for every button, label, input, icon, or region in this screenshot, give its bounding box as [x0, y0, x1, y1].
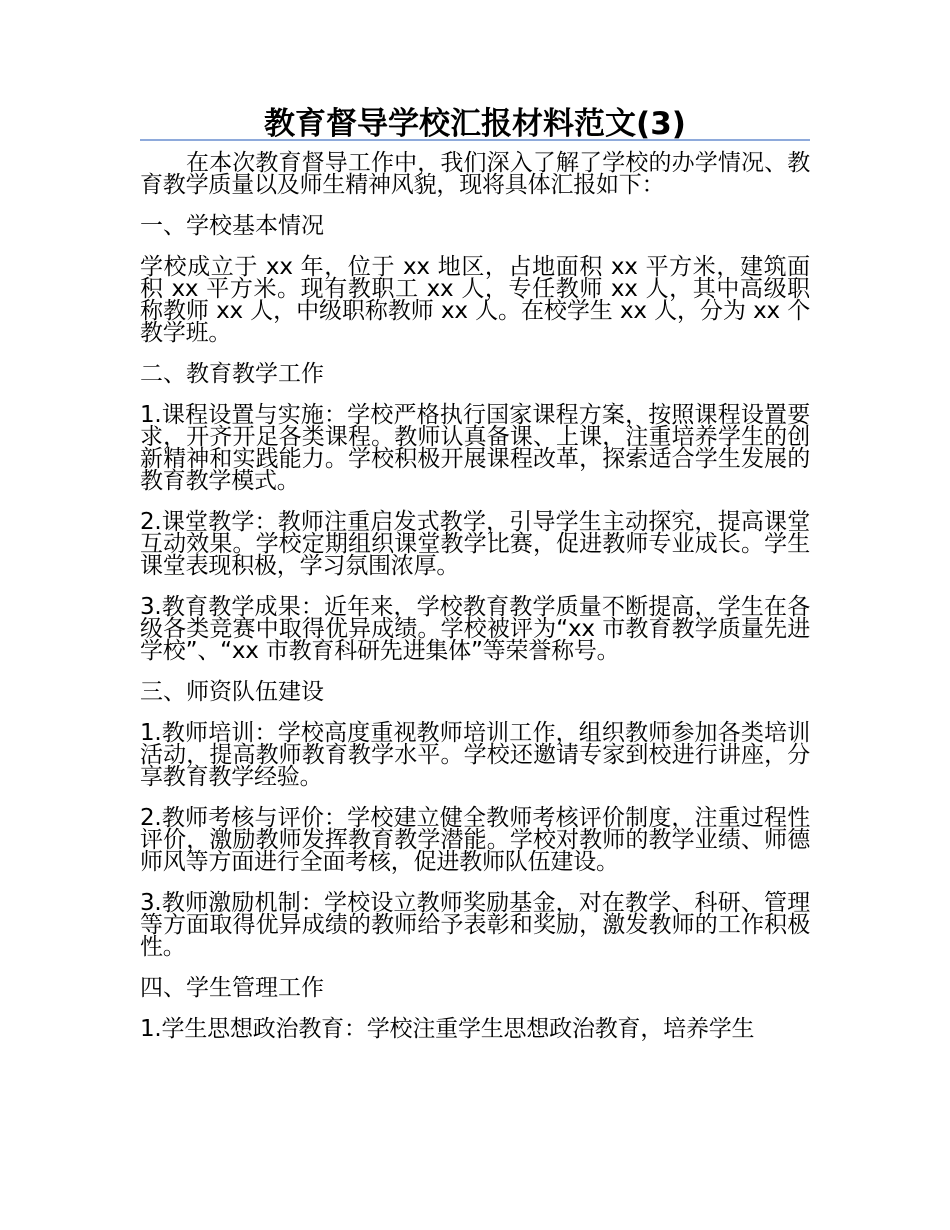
paragraph: 2.课堂教学：教师注重启发式教学，引导学生主动探究，提高课堂互动效果。学校定期组织课堂教学比赛，促进教师专业成长。学生课堂表现积极，学习氛围浓厚。 — [140, 509, 810, 579]
paragraph: 1.学生思想政治教育：学校注重学生思想政治教育，培养学生 — [140, 1016, 755, 1042]
paragraph: 3.教育教学成果：近年来，学校教育教学质量不断提高，学生在各级各类竞赛中取得优异成绩。学校被评为“xx 市教育教学质量先进学校”、“xx 市教育科研先进集体”等荣誉称号。 — [140, 594, 810, 664]
paragraph: 2.教师考核与评价：学校建立健全教师考核评价制度，注重过程性评价，激励教师发挥教育教学潜能。学校对教师的教学业绩、师德师风等方面进行全面考核，促进教师队伍建设。 — [140, 805, 810, 875]
document-body — [140, 152, 810, 1059]
intro-paragraph: 在本次教育督导工作中，我们深入了解了学校的办学情况、教育教学质量以及师生精神风貌，现将具体汇报如下： — [140, 150, 810, 198]
title-underline — [140, 139, 810, 141]
document-title: 教育督导学校汇报材料范文(3) — [264, 106, 686, 142]
paragraph: 3.教师激励机制：学校设立教师奖励基金，对在教学、科研、管理等方面取得优异成绩的教师给予表彰和奖励，激发教师的工作积极性。 — [140, 890, 810, 960]
section-heading: 四、学生管理工作 — [140, 975, 324, 1001]
paragraph: 学校成立于 xx 年，位于 xx 地区，占地面积 xx 平方米，建筑面积 xx 平方米。现有教职工 xx 人，专任教师 xx 人，其中高级职称教师 xx 人，中级职称教师 xx 人。在校学生 xx 人，分为 xx 个教学班。 — [140, 254, 810, 346]
paragraph: 1.教师培训：学校高度重视教师培训工作，组织教师参加各类培训活动，提高教师教育教学水平。学校还邀请专家到校进行讲座，分享教育教学经验。 — [140, 720, 810, 790]
section-heading: 三、师资队伍建设 — [140, 679, 324, 705]
paragraph: 1.课程设置与实施：学校严格执行国家课程方案，按照课程设置要求，开齐开足各类课程。教师认真备课、上课，注重培养学生的创新精神和实践能力。学校积极开展课程改革，探索适合学生发展的教育教学模式。 — [140, 402, 810, 494]
section-heading: 二、教育教学工作 — [140, 361, 324, 387]
section-heading: 一、学校基本情况 — [140, 213, 324, 239]
